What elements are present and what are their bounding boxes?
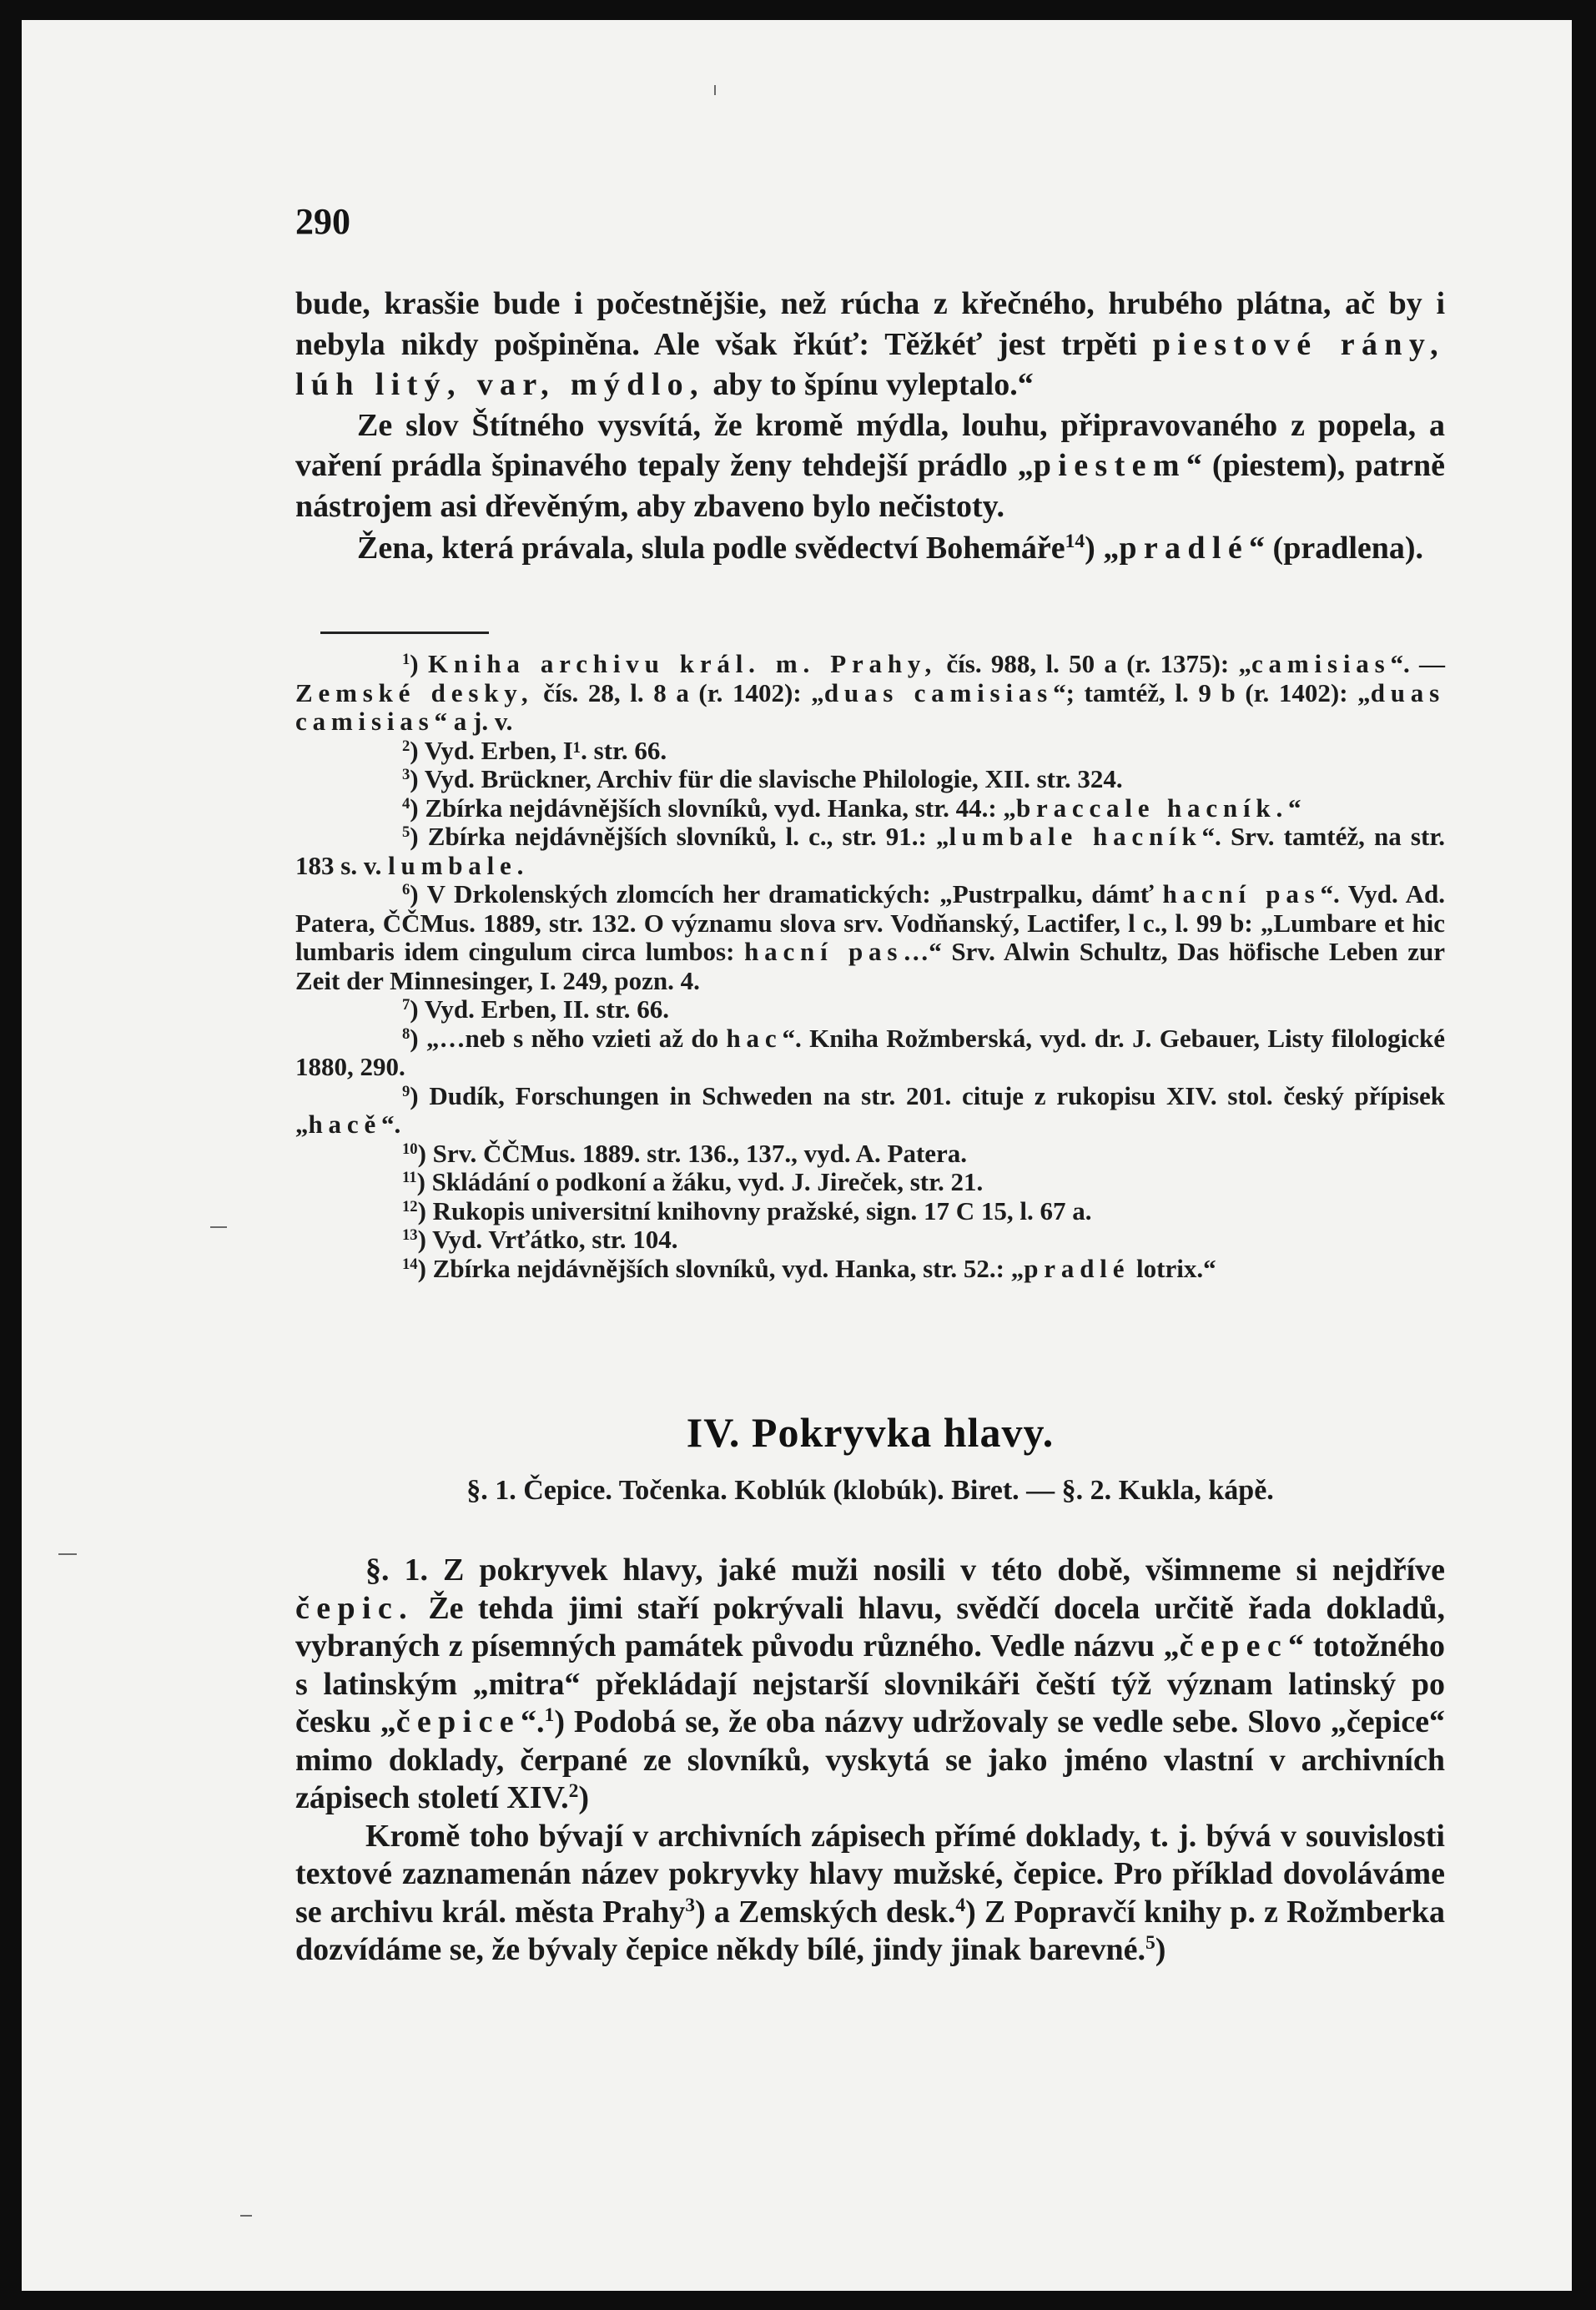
footnote-8 bbox=[295, 1024, 1445, 1082]
footnote-6 bbox=[295, 880, 1445, 995]
spaced-term: pradlé bbox=[1119, 531, 1250, 566]
footnote-number: 4 bbox=[402, 794, 410, 813]
footnote-number: 1 bbox=[402, 650, 410, 668]
footnote-5 bbox=[295, 823, 1445, 880]
text-run: ) Zbírka nejdávnějších slovníků, l. c., str. 91.: „ bbox=[410, 822, 949, 851]
spaced-term: braccale hacník. bbox=[1015, 793, 1289, 823]
main-text bbox=[295, 284, 1445, 569]
spaced-term: čepic. bbox=[295, 1590, 414, 1626]
text-run: ) Zbírka nejdávnějších slovníků, vyd. Hanka, str. 52.: „ bbox=[417, 1253, 1025, 1283]
footnote-ref[interactable]: 4 bbox=[955, 1894, 966, 1916]
spaced-term: duas camisias bbox=[295, 677, 1446, 736]
footnote-4 bbox=[295, 794, 1445, 823]
paragraph bbox=[295, 1552, 1445, 1818]
text-run: ) Dudík, Forschungen in Schweden na str. 201. cituje z rukopisu XIV. stol. český přípisek „ bbox=[295, 1080, 1445, 1139]
text-run: “; tamtéž, l. 9 b (r. 1402): „ bbox=[1053, 677, 1371, 707]
paragraph bbox=[295, 405, 1445, 527]
text-run: “ a j. v. bbox=[434, 707, 513, 736]
page-number: 290 bbox=[295, 201, 350, 242]
footnote-number: 8 bbox=[402, 1024, 410, 1043]
footnote-number: 10 bbox=[402, 1140, 418, 1158]
text-run: ) Vyd. Erben, I¹. str. 66. bbox=[410, 735, 667, 765]
footnote-10 bbox=[295, 1140, 1445, 1169]
footnote-3 bbox=[295, 765, 1445, 794]
text-run: čís. 28, l. 8 a (r. 1402): „ bbox=[533, 677, 824, 707]
text-run: “ totožného s latinským „mitra“ překládají nejstarší slovnikáři čeští týž význam latinský po česku „ bbox=[295, 1628, 1446, 1739]
margin-mark bbox=[210, 1226, 227, 1228]
footnote-11 bbox=[295, 1168, 1445, 1197]
spaced-term: čepice bbox=[395, 1704, 521, 1739]
footnote-number: 6 bbox=[402, 880, 410, 898]
text-run: bude, krasšie bude i počestnějšie, než rúcha z křečného, hrubého plátna, ač by i nebyla nikdy pošpiněna. Ale však řkúť: Těžkéť jest trpěti bbox=[295, 286, 1445, 362]
spaced-term: camisias bbox=[1251, 649, 1391, 678]
spaced-term: Kniha archivu král. m. Prahy, bbox=[427, 649, 938, 678]
spaced-term: Zemské desky, bbox=[295, 677, 534, 707]
footnote-number: 7 bbox=[402, 995, 410, 1014]
footnote-ref[interactable]: 3 bbox=[685, 1894, 696, 1916]
spaced-term: piestem bbox=[1033, 448, 1186, 483]
footnote-ref[interactable]: 14 bbox=[1065, 531, 1085, 553]
footnote-ref[interactable]: 5 bbox=[1145, 1932, 1155, 1955]
footnote-2 bbox=[295, 737, 1445, 766]
text-run: ) Srv. ČČMus. 1889. str. 136., 137., vyd. A. Patera. bbox=[417, 1138, 968, 1168]
text-run: Žena, která právala, slula podle svědectví Bohemáře bbox=[357, 531, 1065, 566]
section-body bbox=[295, 1552, 1445, 1970]
spaced-term: hacní pas bbox=[1162, 879, 1321, 908]
text-run: “. — bbox=[1390, 649, 1446, 678]
spaced-term: hac bbox=[726, 1023, 783, 1053]
footnote-ref[interactable]: 2 bbox=[568, 1780, 579, 1803]
text-run: “ (pradlena). bbox=[1249, 531, 1424, 566]
footnote-1 bbox=[295, 650, 1445, 737]
section-subtitle: §. 1. Čepice. Točenka. Koblúk (klobúk). Biret. — §. 2. Kukla, kápě. bbox=[466, 1475, 1274, 1506]
spaced-term: hacě bbox=[308, 1110, 382, 1139]
text-run: §. 1. Z pokryvek hlavy, jaké muži nosili v této době, všimneme si nejdříve bbox=[365, 1553, 1445, 1588]
spaced-term: piestové rány, lúh litý, var, mýdlo, bbox=[295, 326, 1446, 402]
spaced-term: čepec bbox=[1179, 1628, 1289, 1663]
text-run: “. bbox=[521, 1704, 545, 1739]
text-run: “ (piestem), patrně nástrojem asi dřevěným, aby zbaveno bylo nečistoty. bbox=[295, 448, 1446, 524]
footnote-number: 9 bbox=[402, 1082, 410, 1100]
section-heading: IV. Pokryvka hlavy. bbox=[686, 1409, 1055, 1456]
text-run: ) „…neb s něho vzieti až do bbox=[410, 1023, 727, 1053]
text-run: ) bbox=[1155, 1932, 1166, 1967]
text-run: ) Vyd. Erben, II. str. 66. bbox=[410, 994, 669, 1024]
paragraph bbox=[295, 1818, 1445, 1970]
text-run: ) Podobá se, že oba názvy udržovaly se vedle sebe. Slovo „čepice“ mimo doklady, čerpané ze slovníků, vyskytá se jako jméno vlastní v archivních zápisech století XIV. bbox=[295, 1704, 1446, 1815]
text-run: ) „ bbox=[1085, 531, 1120, 566]
footnote-13 bbox=[295, 1225, 1445, 1255]
margin-mark bbox=[714, 85, 716, 95]
text-run: “. Kniha Rožmberská, vyd. dr. J. Gebauer, Listy filologické 1880, 290. bbox=[295, 1023, 1445, 1081]
footnote-ref[interactable]: 1 bbox=[544, 1704, 555, 1727]
text-run: ) bbox=[410, 649, 428, 678]
text-run: ) bbox=[578, 1780, 590, 1815]
text-run: ) Rukopis universitní knihovny pražské, sign. 17 C 15, l. 67 a. bbox=[417, 1195, 1092, 1225]
text-run: “. Vyd. Ad. Patera, ČČMus. 1889, str. 132. O významu slova srv. Vodňanský, Lactifer, l c., l. 99 b: „Lumbare et hic lumbaris idem cingulum circa lumbos: bbox=[295, 879, 1445, 966]
footnote-number: 11 bbox=[402, 1168, 417, 1186]
footnote-number: 12 bbox=[402, 1197, 418, 1215]
footnote-9 bbox=[295, 1082, 1445, 1140]
text-run: lotrix.“ bbox=[1130, 1253, 1216, 1283]
text-run: ) Vyd. Brückner, Archiv für die slavische Philologie, XII. str. 324. bbox=[410, 764, 1123, 793]
spaced-term: hacní pas bbox=[744, 937, 904, 966]
spaced-term: lumbale. bbox=[388, 850, 530, 880]
footnote-number: 14 bbox=[402, 1255, 418, 1273]
text-run: ) Skládání o podkoní a žáku, vyd. J. Jireček, str. 21. bbox=[416, 1167, 984, 1196]
text-run: ) Z Popravčí knihy p. z Rožmberka dozvídáme se, že bývaly čepice někdy bílé, jindy jinak barevné. bbox=[295, 1894, 1445, 1967]
footnote-separator bbox=[320, 632, 489, 634]
text-run: Kromě toho bývají v archivních zápisech přímé doklady, t. j. bývá v souvislosti textové zaznamenán název pokryvky hlavy mužské, čepice. Pro příklad dovoláváme se archivu král. města Prahy bbox=[295, 1818, 1445, 1930]
margin-mark bbox=[58, 1553, 77, 1555]
footnote-12 bbox=[295, 1197, 1445, 1226]
text-run: “. bbox=[381, 1110, 401, 1139]
text-run: aby to špínu vyleptalo.“ bbox=[704, 367, 1034, 402]
margin-mark bbox=[240, 2215, 252, 2217]
text-run: ) Zbírka nejdávnějších slovníků, vyd. Hanka, str. 44.: „ bbox=[410, 793, 1016, 823]
text-run: ) Vyd. Vrťátko, str. 104. bbox=[417, 1225, 678, 1254]
footnotes bbox=[295, 650, 1445, 1283]
scanned-page bbox=[22, 20, 1572, 2291]
footnote-number: 5 bbox=[402, 823, 410, 841]
spaced-term: duas camisias bbox=[823, 677, 1054, 707]
footnote-14 bbox=[295, 1255, 1445, 1284]
spaced-term: lumbale hacník bbox=[949, 822, 1202, 851]
text-run: “ bbox=[1288, 793, 1301, 823]
paragraph bbox=[295, 528, 1445, 569]
text-run: ) V Drkolenských zlomcích her dramatických: „Pustrpalku, dámť bbox=[410, 879, 1163, 908]
text-run: Že tehda jimi staří pokrývali hlavu, svědčí docela určitě řada dokladů, vybraných z písemných památek původu různého. Vedle názvu „ bbox=[295, 1590, 1445, 1663]
text-run: Ze slov Štítného vysvítá, že kromě mýdla, louhu, připravovaného z popela, a vaření prádla špinavého tepaly ženy tehdejší prádlo „ bbox=[295, 407, 1445, 483]
text-run: “. Srv. tamtéž, na str. 183 s. v. bbox=[295, 822, 1445, 880]
paragraph bbox=[295, 284, 1445, 405]
footnote-number: 2 bbox=[402, 737, 410, 755]
footnote-7 bbox=[295, 995, 1445, 1024]
footnote-number: 3 bbox=[402, 765, 410, 783]
text-run: ) a Zemských desk. bbox=[695, 1894, 956, 1930]
footnote-number: 13 bbox=[402, 1225, 418, 1244]
text-run: …“ Srv. Alwin Schultz, Das höfische Leben zur Zeit der Minnesinger, I. 249, pozn. 4. bbox=[295, 937, 1445, 995]
spaced-term: pradlé bbox=[1024, 1253, 1130, 1283]
text-run: čís. 988, l. 50 a (r. 1375): „ bbox=[937, 649, 1251, 678]
